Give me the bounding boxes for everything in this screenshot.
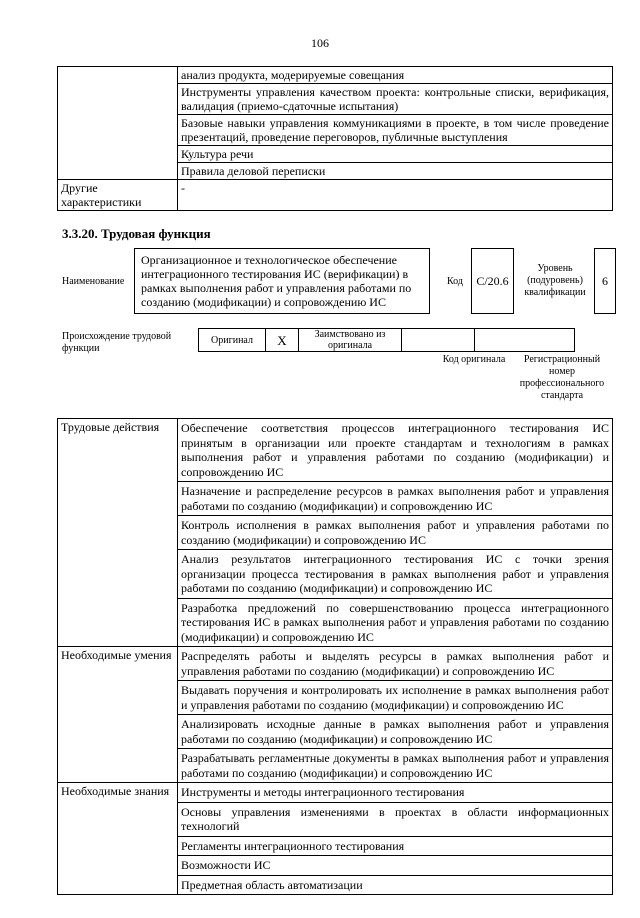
function-code-box: C/20.6 <box>471 248 514 314</box>
function-name-box: Организационное и технологическое обеспечение интеграционного тестирования ИС (верификации) в рамках выполнения работ и управления работами по созданию (модификации) и сопровождению ИС <box>134 248 430 314</box>
origin-cell-code <box>402 329 475 352</box>
name-label: Наименование <box>62 276 125 287</box>
function-details-table <box>57 418 613 895</box>
table-cell: анализ продукта, модерируемые совещания <box>178 67 613 84</box>
group-label-skills: Необходимые умения <box>58 647 178 783</box>
table-cell: Культура речи <box>178 146 613 163</box>
table-cell: Основы управления изменениями в проектах в области информационных технологий <box>178 802 613 836</box>
table-cell: Анализ результатов интеграционного тестирования ИС с точки зрения организации процесса тестирования в рамках выполнения работ и управления работами по созданию (модификации) и сопровождению ИС <box>178 550 613 599</box>
table-row <box>58 647 613 681</box>
origin-code-caption: Код оригинала <box>442 354 506 365</box>
table-cell: Разрабатывать регламентные документы в рамках выполнения работ и управления работами по созданию (модификации) и сопровождению ИС <box>178 749 613 783</box>
table-cell: Регламенты интеграционного тестирования <box>178 836 613 856</box>
row-label: Другие характеристики <box>58 180 178 211</box>
table-cell: - <box>178 180 613 211</box>
row-label <box>58 67 178 180</box>
group-label-knowledge: Необходимые знания <box>58 783 178 895</box>
table-row <box>58 180 613 211</box>
qualification-level-box: 6 <box>594 248 616 314</box>
group-label-actions: Трудовые действия <box>58 419 178 647</box>
table-cell: Разработка предложений по совершенствованию процесса интеграционного тестирования ИС в рамках выполнения работ и управления работами по созданию (модификации) и сопровождению ИС <box>178 598 613 647</box>
origin-table <box>198 328 575 352</box>
section-title: 3.3.20. Трудовая функция <box>62 226 211 241</box>
table-cell: Контроль исполнения в рамках выполнения работ и управления работами по созданию (модификации) и сопровождению ИС <box>178 516 613 550</box>
continuation-table <box>57 66 613 211</box>
table-cell: Инструменты управления качеством проекта: контрольные списки, верификация, валидация (приемо-сдаточные испытания) <box>178 84 613 115</box>
origin-cell-mark: X <box>266 329 299 352</box>
origin-reg-caption: Регистрационный номер профессионального стандарта <box>519 354 605 401</box>
table-row <box>58 783 613 803</box>
code-label: Код <box>447 276 463 287</box>
table-cell: Распределять работы и выделять ресурсы в рамках выполнения работ и управления работами по созданию (модификации) и сопровождению ИС <box>178 647 613 681</box>
table-cell: Анализировать исходные данные в рамках выполнения работ и управления работами по созданию (модификации) и сопровождению ИС <box>178 715 613 749</box>
table-cell: Обеспечение соответствия процессов интеграционного тестирования ИС принятым в организации или проекте стандартам и технологиям в рамках выполнения работ и управления работами по созданию (модификации) и сопровождению ИС <box>178 419 613 482</box>
origin-cell-borrowed: Заимствовано из оригинала <box>299 329 402 352</box>
table-cell: Назначение и распределение ресурсов в рамках выполнения работ и управления работами по созданию (модификации) и сопровождению ИС <box>178 482 613 516</box>
table-row <box>58 67 613 84</box>
origin-cell-original: Оригинал <box>199 329 266 352</box>
level-label: Уровень (подуровень) квалификации <box>524 263 586 298</box>
table-cell: Предметная область автоматизации <box>178 875 613 895</box>
table-cell: Возможности ИС <box>178 856 613 876</box>
table-cell: Инструменты и методы интеграционного тестирования <box>178 783 613 803</box>
table-cell: Правила деловой переписки <box>178 163 613 180</box>
table-row <box>58 419 613 482</box>
origin-label: Происхождение трудовой функции <box>62 331 172 354</box>
table-cell: Базовые навыки управления коммуникациями в проекте, в том числе проведение презентаций, проведение переговоров, публичные выступления <box>178 115 613 146</box>
table-cell: Выдавать поручения и контролировать их исполнение в рамках выполнения работ и управления работами по созданию (модификации) и сопровождению ИС <box>178 681 613 715</box>
origin-cell-reg-number <box>475 329 575 352</box>
page-number: 106 <box>311 36 329 50</box>
